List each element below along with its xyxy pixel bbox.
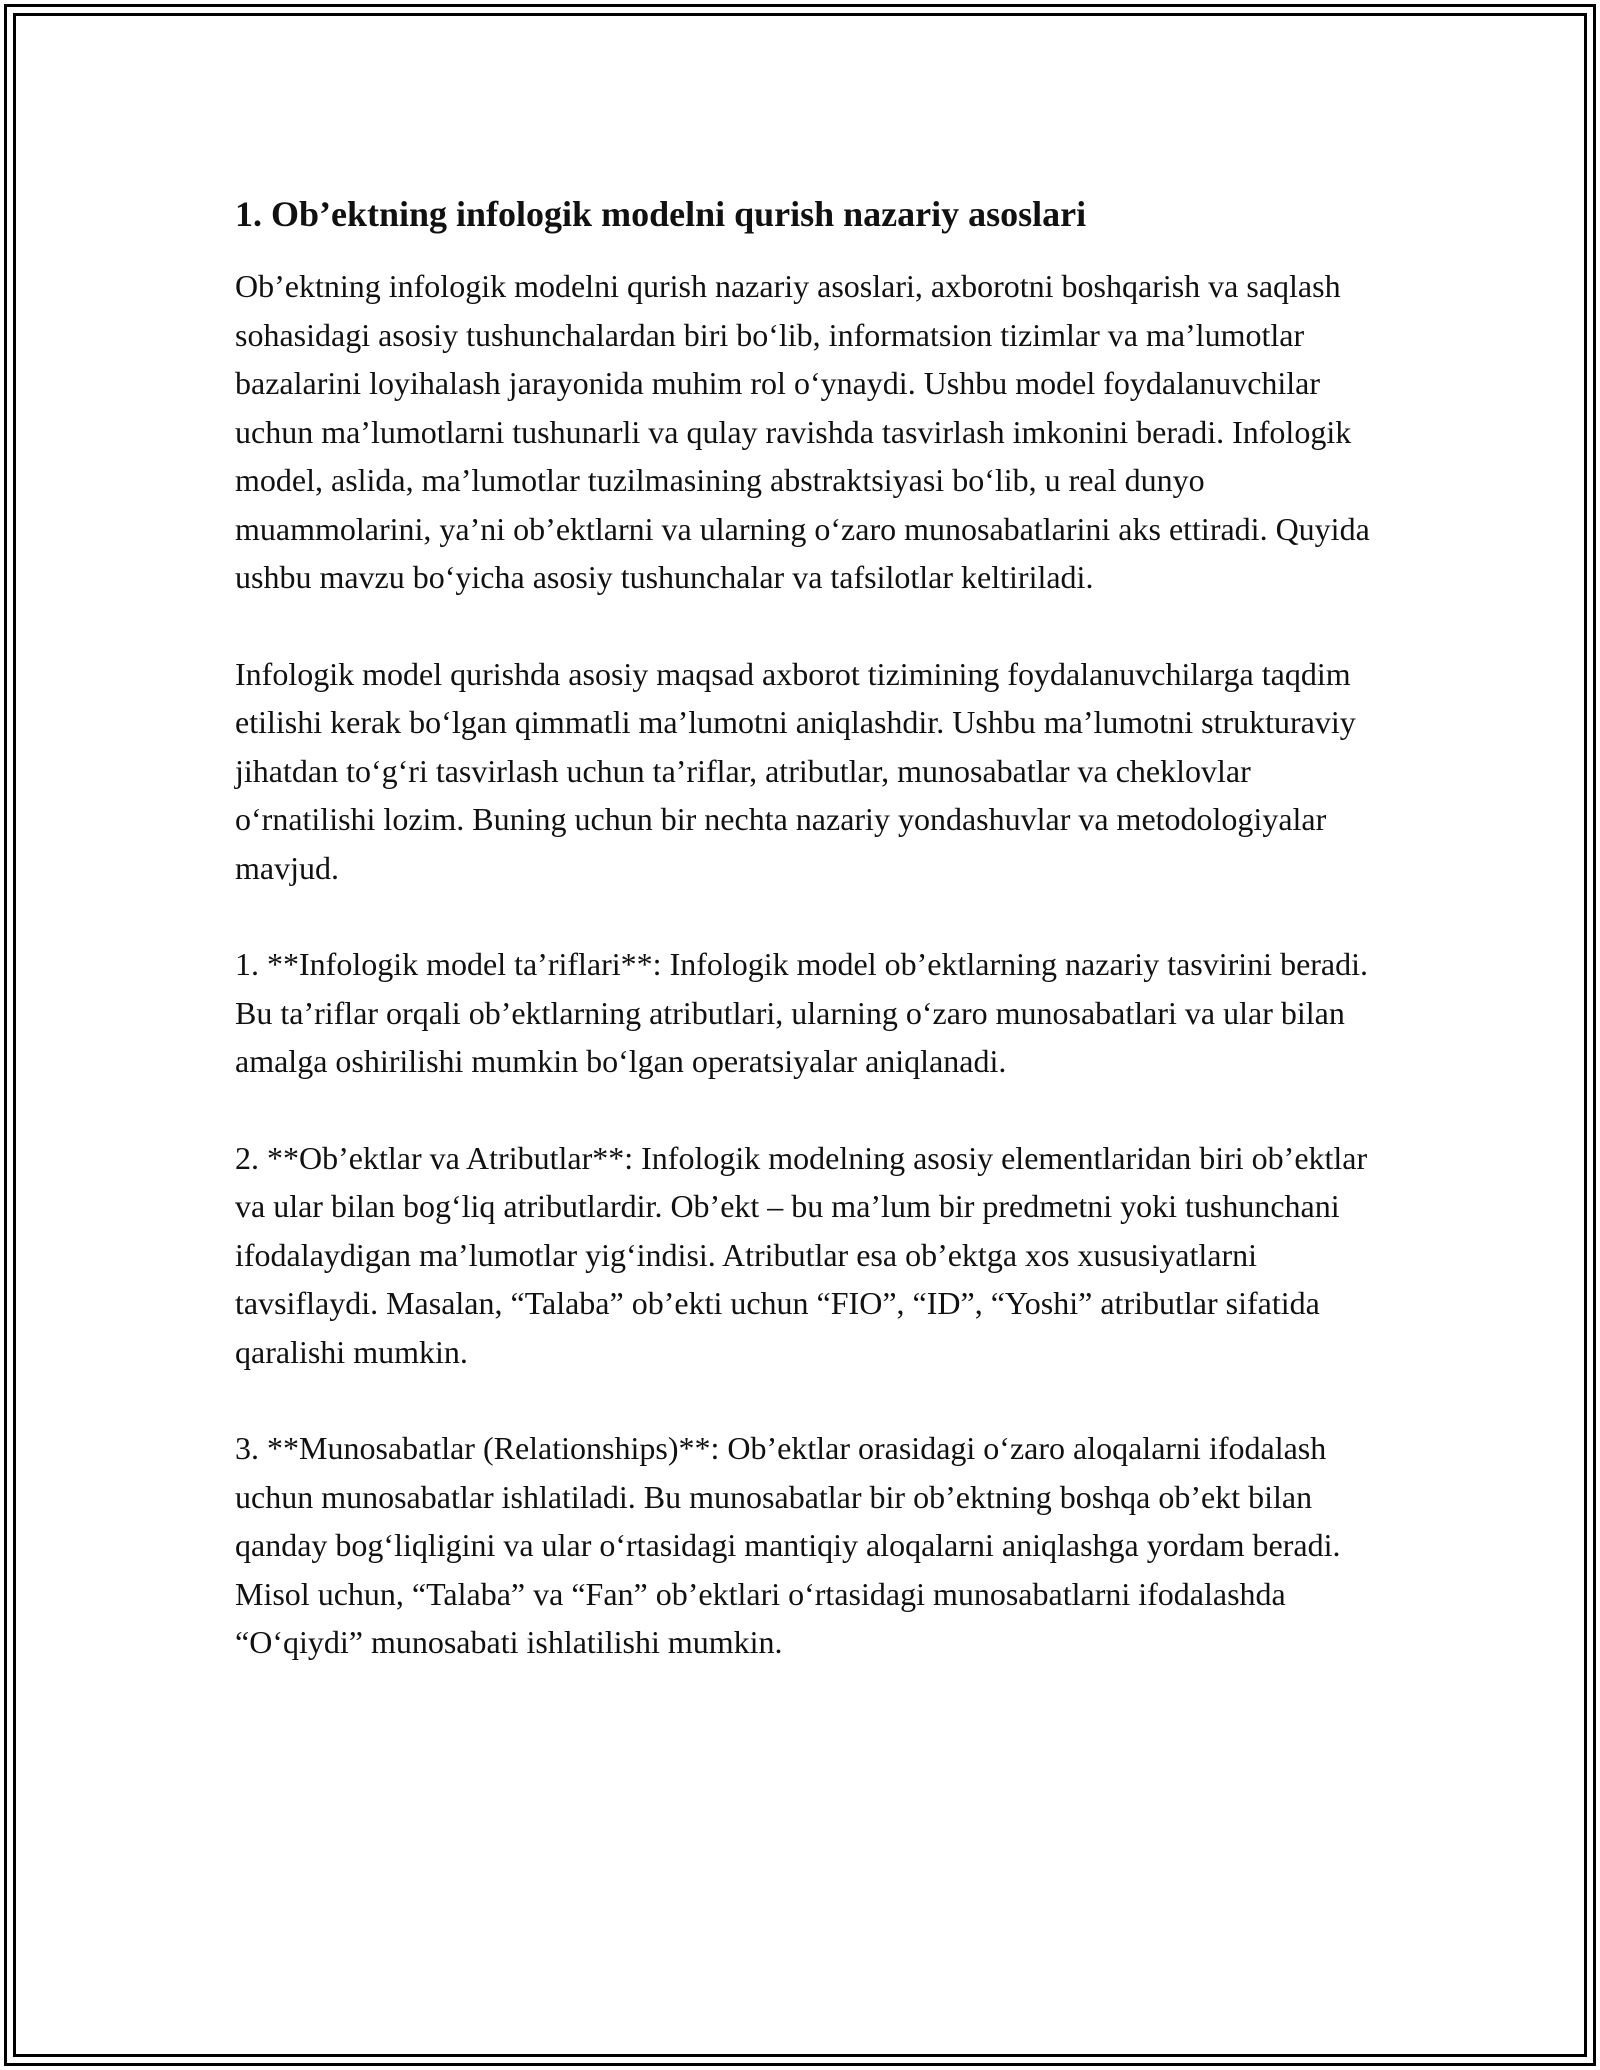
paragraph-definitions: 1. **Infologik model ta’riflari**: Infologik model ob’ektlarning nazariy tasvirini beradi. Bu ta’riflar orqali ob’ektlarning atributlari, ularning o‘zaro munosabatlari va ular bilan amalga oshirilishi mumkin bo‘lgan operatsiyalar aniqlanadi.: [235, 946, 1369, 1079]
document-body: [235, 186, 1385, 1715]
paragraph-objects-attributes: 2. **Ob’ektlar va Atributlar**: Infologik modelning asosiy elementlaridan biri ob’ektlar va ular bilan bog‘liq atributlardir. Ob’ekt – bu ma’lum bir predmetni yoki tushunchani ifodalaydigan ma’lumotlar yig‘indisi. Atributlar esa ob’ektga xos xususiyatlarni tavsiflaydi. Masalan, “Talaba” ob’ekti uchun “FIO”, “ID”, “Yoshi” atributlar sifatida qaralishi mumkin.: [235, 1139, 1368, 1370]
paragraph-goal: Infologik model qurishda asosiy maqsad axborot tizimining foydalanuvchilarga taqdim etilishi kerak bo‘lgan qimmatli ma’lumotni aniqlashdir. Ushbu ma’lumotni strukturaviy jihatdan to‘g‘ri tasvirlash uchun ta’riflar, atributlar, munosabatlar va cheklovlar o‘rnatilishi lozim. Buning uchun bir nechta nazariy yondashuvlar va metodologiyalar mavjud.: [235, 655, 1356, 886]
document-title: 1. Ob’ektning infologik modelni qurish nazariy asoslari: [235, 194, 1087, 234]
paragraph-intro: Ob’ektning infologik modelni qurish nazariy asoslari, axborotni boshqarish va saqlash sohasidagi asosiy tushunchalardan biri bo‘lib, informatsion tizimlar va ma’lumotlar bazalarini loyihalash jarayonida muhim rol o‘ynaydi. Ushbu model foydalanuvchilar uchun ma’lumotlarni tushunarli va qulay ravishda tasvirlash imkonini beradi. Infologik model, aslida, ma’lumotlar tuzilmasining abstraktsiyasi bo‘lib, u real dunyo muammolarini, ya’ni ob’ektlarni va ularning o‘zaro munosabatlarini aks ettiradi. Quyida ushbu mavzu bo‘yicha asosiy tushunchalar va tafsilotlar keltiriladi.: [235, 268, 1370, 595]
paragraph-relationships: 3. **Munosabatlar (Relationships)**: Ob’ektlar orasidagi o‘zaro aloqalarni ifodalash uchun munosabatlar ishlatiladi. Bu munosabatlar bir ob’ektning boshqa ob’ekt bilan qanday bog‘liqligini va ular o‘rtasidagi mantiqiy aloqalarni aniqlashga yordam beradi. Misol uchun, “Talaba” va “Fan” ob’ektlari o‘rtasidagi munosabatlarni ifodalashda “O‘qiydi” munosabati ishlatilishi mumkin.: [235, 1430, 1341, 1660]
